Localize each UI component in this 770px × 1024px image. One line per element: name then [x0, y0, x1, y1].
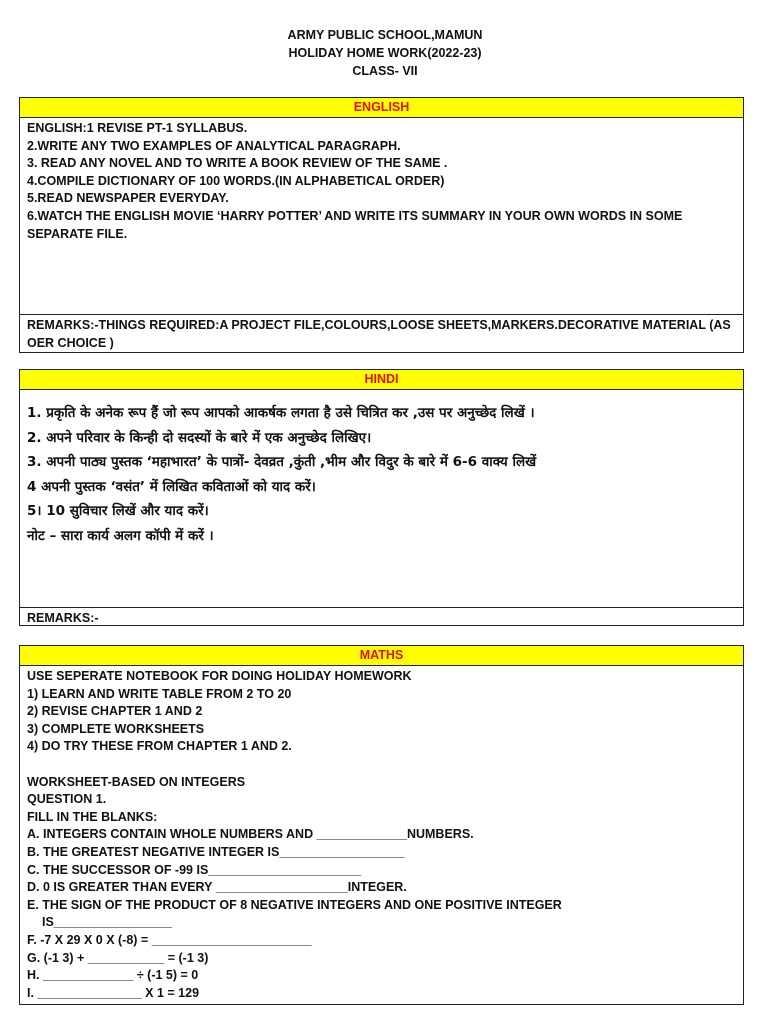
homework-title: HOLIDAY HOME WORK(2022-23) — [288, 46, 482, 60]
school-name: ARMY PUBLIC SCHOOL,MAMUN — [287, 28, 483, 42]
worksheet-line: H. _____________ ÷ (-1 5) = 0 — [27, 968, 199, 983]
english-remarks: REMARKS:-THINGS REQUIRED:A PROJECT FILE,COLOURS,LOOSE SHEETS,MARKERS.DECORATIVE MATERIAL (AS OER CHOICE ) — [20, 314, 743, 354]
hindi-body — [20, 390, 743, 607]
class-label: CLASS- VII — [352, 64, 418, 78]
worksheet-line: A. INTEGERS CONTAIN WHOLE NUMBERS AND _____________NUMBERS. — [27, 827, 474, 842]
maths-section — [19, 645, 744, 1005]
hindi-line: 2. अपने परिवार के किन्ही दो सदस्यों के बारे में एक अनुच्छेद लिखिए। — [27, 429, 372, 446]
maths-line: USE SEPERATE NOTEBOOK FOR DOING HOLIDAY HOMEWORK — [27, 669, 412, 683]
english-line: 5.READ NEWSPAPER EVERYDAY. — [27, 191, 229, 206]
worksheet-line: D. 0 IS GREATER THAN EVERY ___________________INTEGER. — [27, 880, 407, 895]
document-header — [0, 26, 770, 80]
worksheet-line: FILL IN THE BLANKS: — [27, 809, 158, 824]
english-line: ENGLISH:1 REVISE PT-1 SYLLABUS. — [27, 121, 248, 135]
hindi-section — [19, 369, 744, 626]
english-line: 2.WRITE ANY TWO EXAMPLES OF ANALYTICAL PARAGRAPH. — [27, 138, 401, 153]
worksheet-line: F. -7 X 29 X 0 X (-8) = _______________________ — [27, 932, 312, 947]
english-line: 6.WATCH THE ENGLISH MOVIE ‘HARRY POTTER’ AND WRITE ITS SUMMARY IN YOUR OWN WORDS IN SOME SEPARATE FILE. — [27, 208, 683, 241]
english-section — [19, 97, 744, 353]
english-title: ENGLISH — [20, 98, 743, 118]
english-line: 4.COMPILE DICTIONARY OF 100 WORDS.(IN ALPHABETICAL ORDER) — [27, 173, 445, 188]
worksheet-line: G. (-1 3) + ___________ = (-1 3) — [27, 950, 209, 965]
worksheet-line: WORKSHEET-BASED ON INTEGERS — [27, 774, 246, 789]
hindi-line: 3. अपनी पाठ्य पुस्तक ‘महाभारत’ के पात्रों- देवव्रत ,कुंती ,भीम और विदुर के बारे में 6-6 वाक्य लिखें — [27, 454, 537, 470]
maths-line: 3) COMPLETE WORKSHEETS — [27, 721, 205, 736]
worksheet-line: IS_________________ — [42, 915, 172, 930]
english-line: 3. READ ANY NOVEL AND TO WRITE A BOOK REVIEW OF THE SAME . — [27, 156, 448, 171]
maths-line: 2) REVISE CHAPTER 1 AND 2 — [27, 704, 203, 719]
worksheet-line: B. THE GREATEST NEGATIVE INTEGER IS__________________ — [27, 844, 405, 859]
hindi-remarks: REMARKS:- — [20, 607, 743, 630]
maths-line: 1) LEARN AND WRITE TABLE FROM 2 TO 20 — [27, 686, 292, 701]
hindi-line: 5। 10 सुविचार लिखें और याद करें। — [27, 503, 209, 519]
worksheet-line: E. THE SIGN OF THE PRODUCT OF 8 NEGATIVE INTEGERS AND ONE POSITIVE INTEGER — [27, 897, 562, 912]
maths-line: 4) DO TRY THESE FROM CHAPTER 1 AND 2. — [27, 739, 292, 754]
worksheet-line: I. _______________ X 1 = 129 — [27, 985, 200, 1000]
hindi-line: नोट – सारा कार्य अलग कॉपी में करें । — [27, 527, 214, 544]
maths-body — [20, 666, 743, 1004]
spacer — [27, 756, 736, 774]
worksheet-line: C. THE SUCCESSOR OF -99 IS______________________ — [27, 862, 362, 877]
hindi-line: 4 अपनी पुस्तक ‘वसंत’ में लिखित कविताओं को याद करें। — [27, 478, 316, 495]
hindi-title: HINDI — [20, 370, 743, 390]
worksheet-line: QUESTION 1. — [27, 792, 107, 807]
hindi-line: 1. प्रकृति के अनेक रूप हैं जो रूप आपको आकर्षक लगता है उसे चित्रित कर ,उस पर अनुच्छेद लिखें । — [27, 405, 535, 421]
english-body — [20, 118, 743, 314]
maths-title: MATHS — [20, 646, 743, 666]
